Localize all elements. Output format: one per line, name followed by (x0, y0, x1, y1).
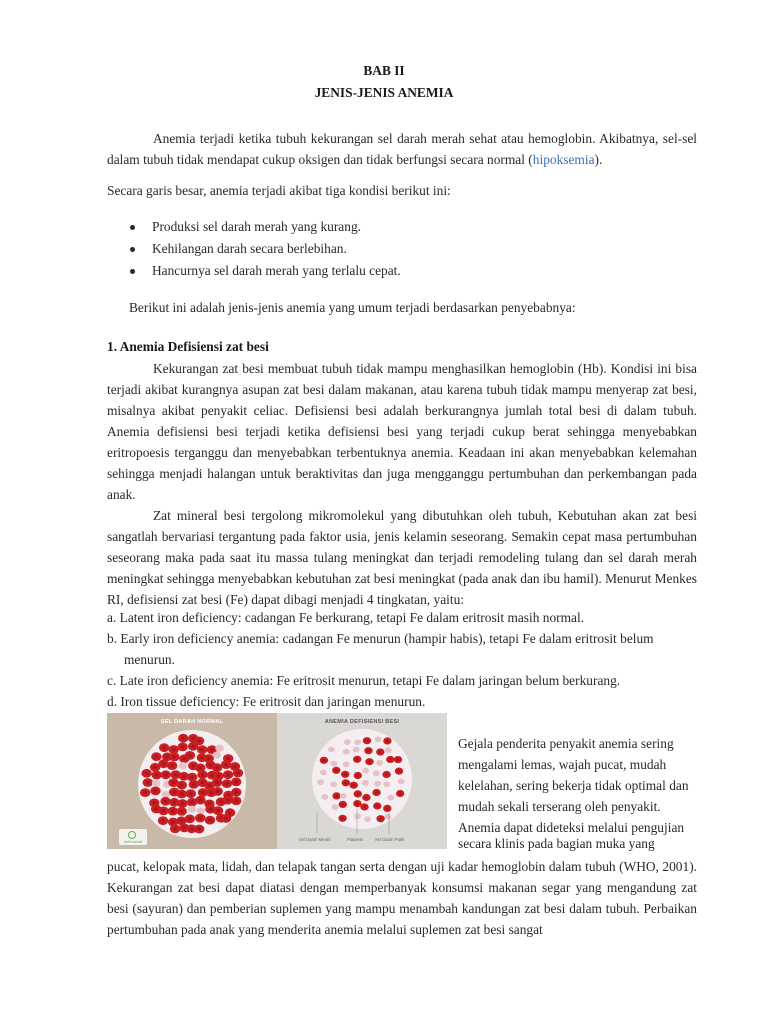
blood-cell-center (215, 766, 219, 769)
caption-platelets: Platelets (347, 837, 364, 842)
list-item: Kehilangan darah secara berlebihan. (107, 238, 697, 260)
blood-cell-center (365, 796, 368, 799)
blood-cell-center (356, 774, 359, 777)
blood-cell (353, 747, 360, 753)
blood-cell-center (189, 792, 193, 795)
blood-cell (343, 762, 350, 768)
blood-cell (398, 779, 405, 785)
blood-cell-center (183, 826, 187, 829)
blood-cell (385, 747, 392, 753)
blood-cell-center (201, 781, 205, 784)
blood-cell-center (389, 758, 392, 761)
blood-cell-center (376, 805, 379, 808)
blood-cell-center (235, 799, 239, 802)
blood-cell-center (398, 770, 401, 773)
blood-cell (383, 781, 390, 787)
blood-cell-center (356, 758, 359, 761)
hipoksemia-link[interactable]: hipoksemia (532, 152, 595, 167)
blood-cell-center (199, 766, 203, 769)
page-title: JENIS-JENIS ANEMIA (314, 85, 454, 100)
anemia-blood-title: ANEMIA DEFISIENSI BESI (324, 719, 400, 725)
blood-cell (320, 769, 327, 775)
blood-cell-center (341, 817, 344, 820)
side-line-1: Gejala penderita penyakit anemia sering (458, 736, 674, 751)
section-paragraph-3: pucat, kelopak mata, lidah, dan telapak tangan serta dengan uji kadar hemoglobin dalam tubuh (WHO, 2001). Kekurangan zat besi dapat diatasi dengan memperbanyak konsumsi makanan segar yang mengandung zat besi (sayuran) dan pemberian suplemen yang mampu menambah kandungan zat besi dalam tubuh. Perbaikan pertumbuhan pada anak yang menderita anemia melalui suplemen zat besi sangat (107, 859, 697, 937)
blood-cell-center (208, 819, 212, 822)
blood-cell-center (385, 773, 388, 776)
blood-cell-center (201, 773, 205, 776)
normal-blood-title: SEL DARAH NORMAL (160, 719, 224, 725)
level-item-c: c. Late iron deficiency anemia: Fe eritrosit menurun, tetapi Fe dalam jaringan belum berkurang. (107, 673, 621, 688)
blood-cell-center (162, 762, 166, 765)
blood-cell-center (191, 745, 195, 748)
blood-cell (375, 737, 382, 743)
list-item: Produksi sel darah merah yang kurang. (107, 216, 697, 238)
blood-cell-center (146, 781, 150, 784)
blood-cell-center (180, 784, 184, 787)
blood-cell-center (180, 810, 184, 813)
blood-cell-center (197, 739, 201, 742)
caption-red-cell: Sel Darah Merah (299, 837, 331, 842)
blood-cell-center (200, 748, 204, 751)
blood-cell-center (399, 792, 402, 795)
blood-cell (362, 780, 369, 786)
blood-cell (354, 813, 361, 819)
blood-cell-center (344, 782, 347, 785)
blood-cell (374, 781, 381, 787)
blood-cell (373, 770, 380, 776)
blood-cell-center (200, 756, 204, 759)
blood-cell-center (165, 755, 169, 758)
blood-cell-center (172, 790, 176, 793)
blood-cell (330, 782, 337, 788)
blood-cell-center (199, 799, 203, 802)
blood-cell-center (173, 755, 177, 758)
blood-cell-center (228, 811, 232, 814)
blood-cell-center (145, 772, 149, 775)
blood-cell-center (209, 808, 213, 811)
blood-cell-center (235, 791, 239, 794)
blood-cell (362, 768, 369, 774)
blood-cell (384, 814, 391, 820)
blood-cell-center (352, 784, 355, 787)
blood-cell-center (215, 781, 219, 784)
blood-cell-center (153, 766, 157, 769)
blood-cell-center (181, 745, 185, 748)
blood-cell-center (356, 793, 359, 796)
blood-cell-center (161, 819, 165, 822)
blood-cell-center (188, 754, 192, 757)
chapter-label: BAB II (363, 63, 405, 78)
blood-cell-comparison-image (107, 713, 447, 849)
blood-cell (340, 793, 347, 799)
blood-cell-center (322, 759, 325, 762)
blood-cell-center (236, 771, 240, 774)
blood-cell-center (153, 801, 157, 804)
side-line-6: secara klinis pada bagian muka yang (458, 836, 655, 851)
blood-cell-center (182, 775, 186, 778)
blood-cell (343, 749, 350, 755)
blood-cell-center (224, 817, 228, 820)
blood-cell-center (216, 790, 220, 793)
blood-cell-center (226, 773, 230, 776)
level-item-b-continued: menurun. (124, 652, 175, 667)
blood-cell (213, 752, 221, 759)
blood-cell-center (335, 795, 338, 798)
logo-icon (128, 831, 136, 839)
blood-cell-center (335, 769, 338, 772)
blood-cell-center (180, 819, 184, 822)
blood-cell-center (164, 800, 168, 803)
blood-cell-center (171, 820, 175, 823)
blood-cell-center (155, 773, 159, 776)
blood-cell-center (208, 784, 212, 787)
blood-cell-center (192, 783, 196, 786)
level-item-a: a. Latent iron deficiency: cadangan Fe berkurang, tetapi Fe dalam eritrosit masih normal. (107, 610, 585, 625)
blood-cell (354, 739, 361, 745)
blood-cell-center (201, 791, 205, 794)
blood-cell (332, 804, 339, 810)
blood-cell-center (368, 760, 371, 763)
blood-cell (179, 762, 187, 769)
intro-text: Anemia terjadi ketika tubuh kekurangan sel darah merah sehat atau hemoglobin. Akibatnya, sel-sel dalam tubuh tidak mendapat cukup oksigen dan tidak berfungsi secara normal ( (107, 131, 697, 167)
blood-cell-center (341, 803, 344, 806)
blood-cell-center (363, 806, 366, 809)
blood-cell-center (226, 757, 230, 760)
blood-cell-center (233, 765, 237, 768)
blood-cell-center (171, 810, 175, 813)
blood-cell-center (173, 801, 177, 804)
blood-cell-center (366, 739, 369, 742)
blood-cell-center (379, 817, 382, 820)
blood-cell-center (190, 801, 194, 804)
conditions-list (107, 216, 697, 282)
blood-cell (317, 779, 324, 785)
blood-cell-center (197, 827, 201, 830)
blood-cell (331, 761, 338, 767)
types-intro-paragraph: Berikut ini adalah jenis-jenis anemia yang umum terjadi berdasarkan penyebabnya: (129, 300, 576, 315)
blood-cell (188, 806, 196, 813)
level-item-d: d. Iron tissue deficiency: Fe eritrosit dan jaringan menurun. (107, 694, 426, 709)
blood-cell-center (375, 791, 378, 794)
blood-cell-center (386, 807, 389, 810)
blood-cell-center (162, 746, 166, 749)
blood-cell-center (386, 740, 389, 743)
blood-cell-center (154, 789, 158, 792)
blood-cell-center (172, 781, 176, 784)
blood-cell-center (217, 775, 221, 778)
blood-cell-center (180, 792, 184, 795)
blood-cell-center (198, 816, 202, 819)
blood-cell-center (188, 817, 192, 820)
blood-cell-center (190, 776, 194, 779)
blood-cell-center (173, 827, 177, 830)
blood-cell-center (225, 782, 229, 785)
blood-cell-center (143, 791, 147, 794)
blood-cell-center (181, 802, 185, 805)
normal-blood-panel (107, 713, 277, 849)
logo-text: hellosehat (123, 839, 143, 844)
blood-cell-center (191, 764, 195, 767)
blood-cell-center (210, 748, 214, 751)
section-paragraph-1: Kekurangan zat besi membuat tubuh tidak mampu menghasilkan hemoglobin (Hb). Kondisi ini bisa terjadi akibat kurangnya asupan zat besi dalam makanan, atau karena tubuh tidak mampu menyerap zat besi, misalnya akibat penyakit celiac. Defisiensi besi adalah berkurangnya jumlah total besi di dalam tubuh. Anemia defisiensi besi terjadi ketika defisiensi besi yang terjadi cukup berat sehingga menyebabkan eritropoesis terganggu dan menyebabkan terbentuknya anemia. Keadaan ini akan menyebabkan kelemahan sehingga menjadi halangan untuk beraktivitas dan juga mengganggu pertumbuhan dan perkembangan pada anak. (107, 361, 697, 502)
blood-cell-center (164, 773, 168, 776)
intro-paragraph (107, 128, 697, 170)
blood-cell-center (379, 751, 382, 754)
blood-cell-center (226, 799, 230, 802)
blood-cell-center (397, 758, 400, 761)
intro-text-end: ). (594, 152, 603, 167)
blood-cell-center (356, 802, 359, 805)
blood-cell (321, 794, 328, 800)
blood-cell-center (207, 757, 211, 760)
blood-cell-center (155, 755, 159, 758)
blood-cell-center (170, 764, 174, 767)
blood-cell (387, 795, 394, 801)
side-line-4: mudah sekali terserang oleh penyakit. (458, 799, 661, 814)
level-item-b: b. Early iron deficiency anemia: cadangan Fe menurun (hampir habis), tetapi Fe dalam eritrosit belum (107, 631, 654, 646)
blood-cell (376, 760, 383, 766)
blood-cell-center (181, 737, 185, 740)
list-item: Hancurnya sel darah merah yang terlalu cepat. (107, 260, 697, 282)
anemia-blood-panel (277, 713, 447, 849)
blood-cell (344, 739, 351, 745)
section-paragraph-2: Zat mineral besi tergolong mikromolekul yang dibutuhkan oleh tubuh, Kebutuhan akan zat besi sangatlah bervariasi tergantung pada faktor usia, jenis kelamin seseorang. Semakin cepat masa pertumbuhan seseorang maka pada saat itu massa tulang meningkat dan terjadi remodeling tulang dan sel darah merah meningkat sehingga menyebabkan kebutuhan zat besi meningkat (pada anak dan ibu hamil). Menurut Menkes RI, defisiensi zat besi (Fe) dapat dibagi menjadi 4 tingkatan, yaitu: (107, 508, 697, 607)
blood-cell-center (174, 773, 178, 776)
side-line-2: mengalami lemas, wajah pucat, mudah (458, 757, 667, 772)
summary-paragraph: Secara garis besar, anemia terjadi akibat tiga kondisi berikut ini: (107, 183, 451, 198)
blood-cell-center (234, 780, 238, 783)
blood-cell-center (216, 809, 220, 812)
side-line-5: Anemia dapat dideteksi melalui pengujian (458, 820, 685, 835)
hellosehat-logo (119, 829, 147, 845)
blood-cell-center (209, 763, 213, 766)
blood-cell (328, 747, 335, 753)
blood-cell-center (172, 748, 176, 751)
blood-cell (364, 816, 371, 822)
anemia-blood-dish-illustration (277, 713, 447, 849)
caption-white-cell: Sel Darah Putih (375, 837, 405, 842)
blood-cell-center (219, 800, 223, 803)
blood-cell-center (162, 809, 166, 812)
blood-cell (215, 745, 223, 752)
blood-cell-center (190, 827, 194, 830)
blood-cell-center (224, 763, 228, 766)
section-heading: 1. Anemia Defisiensi zat besi (107, 339, 269, 354)
blood-cell (197, 807, 205, 814)
blood-cell-center (154, 807, 158, 810)
blood-cell-center (367, 749, 370, 752)
blood-cell-center (344, 773, 347, 776)
blood-cell (152, 780, 160, 787)
side-line-3: kelelahan, sering bekerja tidak optimal dan (458, 778, 689, 793)
